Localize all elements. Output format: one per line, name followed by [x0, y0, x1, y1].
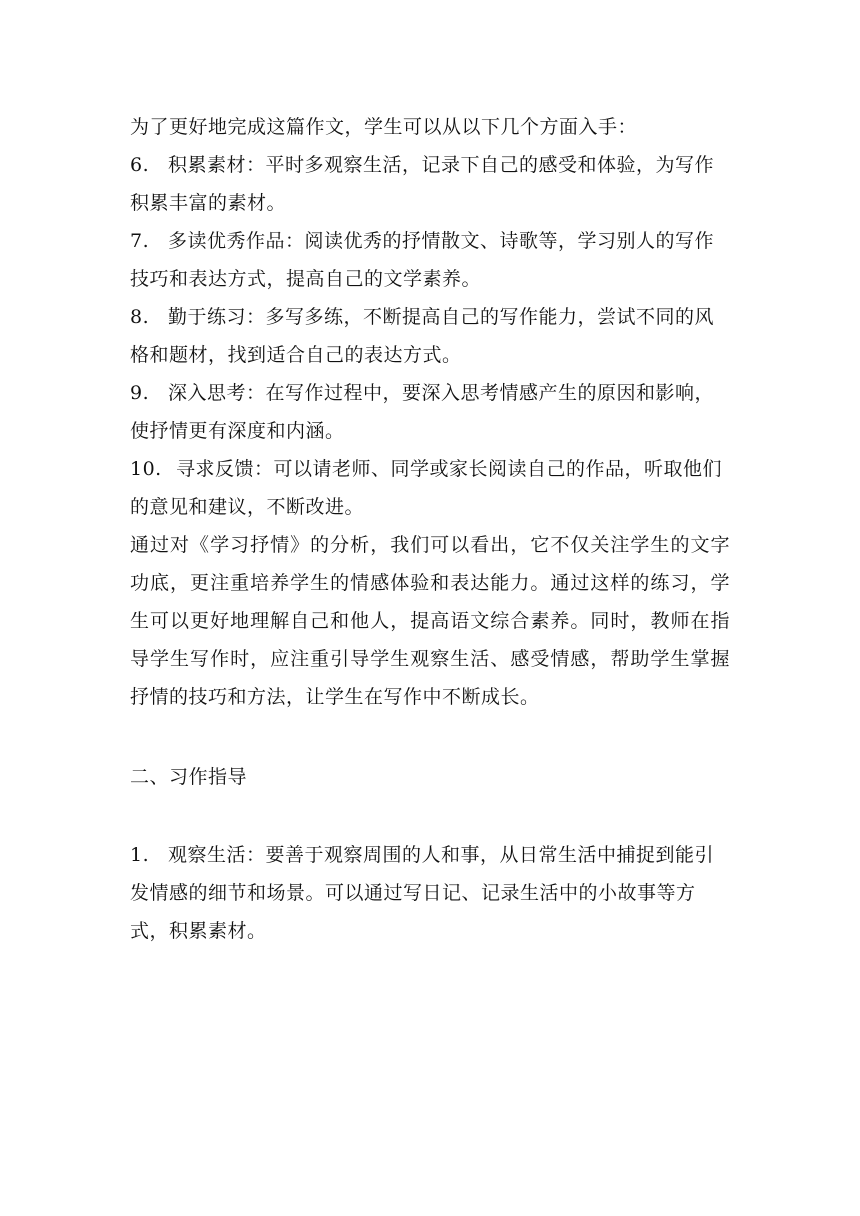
list-item — [130, 450, 730, 526]
list-item-text: 多读优秀作品：阅读优秀的抒情散文、诗歌等，学习别人的写作技巧和表达方式，提高自己的文学素养。 — [130, 230, 715, 290]
summary-paragraph: 通过对《学习抒情》的分析，我们可以看出，它不仅关注学生的文字功底，更注重培养学生的情感体验和表达能力。通过这样的练习，学生可以更好地理解自己和他人，提高语文综合素养。同时，教师在指导学生写作时，应注重引导学生观察生活、感受情感，帮助学生掌握抒情的技巧和方法，让学生在写作中不断成长。 — [130, 534, 730, 708]
list-item-number: 10. — [130, 458, 162, 480]
list-item — [130, 374, 730, 450]
list-item — [130, 146, 730, 222]
list-item-number: 8. — [130, 306, 150, 328]
list-item-text: 观察生活：要善于观察周围的人和事，从日常生活中捕捉到能引发情感的细节和场景。可以通过写日记、记录生活中的小故事等方式，积累素材。 — [130, 844, 715, 942]
list-item-text: 深入思考：在写作过程中，要深入思考情感产生的原因和影响，使抒情更有深度和内涵。 — [130, 382, 715, 442]
list-item — [130, 836, 730, 950]
list-item-number: 7. — [130, 230, 150, 252]
list-item — [130, 298, 730, 374]
section-heading: 二、习作指导 — [130, 766, 248, 788]
list-item-text: 积累素材：平时多观察生活，记录下自己的感受和体验，为写作积累丰富的素材。 — [130, 154, 715, 214]
intro-paragraph: 为了更好地完成这篇作文，学生可以从以下几个方面入手： — [130, 116, 638, 138]
list-item-number: 1. — [130, 844, 150, 866]
document-body — [130, 108, 730, 950]
list-item-number: 6. — [130, 154, 150, 176]
list-item-number: 9. — [130, 382, 150, 404]
list-item-text: 勤于练习：多写多练，不断提高自己的写作能力，尝试不同的风格和题材，找到适合自己的表达方式。 — [130, 306, 715, 366]
list-item — [130, 222, 730, 298]
list-item-text: 寻求反馈：可以请老师、同学或家长阅读自己的作品，听取他们的意见和建议，不断改进。 — [130, 458, 723, 518]
